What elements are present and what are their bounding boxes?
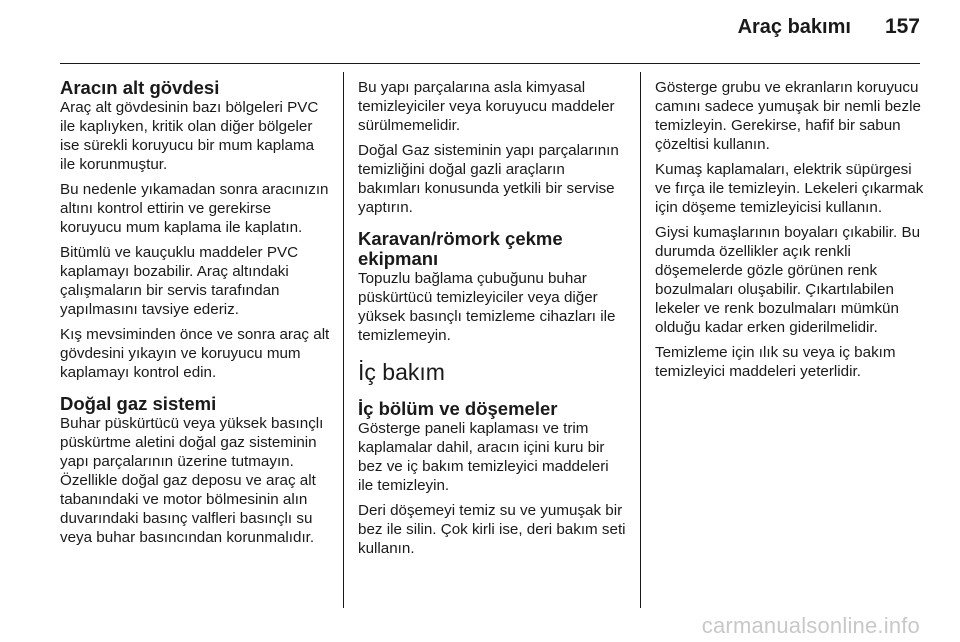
page-number: 157: [884, 15, 920, 38]
column-divider-2: [640, 72, 641, 608]
column-3: [655, 78, 925, 387]
paragraph: Deri döşemeyi temiz su ve yumuşak bir bez ile silin. Çok kirli ise, deri bakım seti kullanın.: [358, 502, 626, 557]
paragraph: Buhar püskürtücü veya yüksek basınçlı püskürtme aletini doğal gaz sisteminin yapı parçalarının üzerine tutmayın. Özellikle doğal gaz deposu ve araç alt tabanındaki ve motor bölmesinin alın duvarındaki basınç valfleri basınçlı su veya buhar basıncından korunmalıdır.: [60, 415, 324, 546]
paragraph: Topuzlu bağlama çubuğunu buhar püskürtücü temizleyiciler veya diğer yüksek basınçlı temizleme cihazları ile temizlemeyin.: [358, 270, 616, 344]
paragraph: Bu yapı parçalarına asla kimyasal temizleyiciler veya koruyucu maddeler sürülmemelidir.: [358, 79, 615, 134]
paragraph: Doğal Gaz sisteminin yapı parçalarının temizliğini doğal gazli araçların bakımları konusunda yetkili bir servise yaptırın.: [358, 142, 619, 216]
paragraph: Araç alt gövdesinin bazı bölgeleri PVC ile kaplıyken, kritik olan diğer bölgeler ise sürekli koruyucu bir mum kaplama ile korunmuştur.: [60, 99, 319, 173]
heading-ic-bakim: İç bakım: [358, 359, 445, 385]
paragraph: Bitümlü ve kauçuklu maddeler PVC kaplamayı bozabilir. Araç altındaki çalışmaların bir servis tarafından yapılmasını tavsiye ederiz.: [60, 244, 299, 318]
column-divider-1: [343, 72, 344, 608]
heading-alt-govde: Aracın alt gövdesi: [60, 77, 220, 98]
paragraph: Kumaş kaplamaları, elektrik süpürgesi ve fırça ile temizleyin. Lekeleri çıkarmak için döşeme temizleyicisi kullanın.: [655, 161, 924, 216]
watermark: carmanualsonline.info: [701, 613, 920, 638]
heading-ic-bolum: İç bölüm ve döşemeler: [358, 398, 558, 419]
paragraph: Bu nedenle yıkamadan sonra aracınızın altını kontrol ettirin ve gerekirse koruyucu mum kaplama ile kaplatın.: [60, 181, 329, 236]
header-rule: [60, 63, 920, 64]
column-2: [358, 78, 626, 564]
heading-karavan: Karavan/römork çekme ekipmanı: [358, 228, 563, 269]
paragraph: Gösterge grubu ve ekranların koruyucu camını sadece yumuşak bir nemli bezle temizleyin. Gerekirse, hafif bir sabun çözeltisi kullanın.: [655, 79, 921, 153]
column-1: [60, 78, 330, 553]
section-title: Araç bakımı: [737, 15, 851, 38]
paragraph: Temizleme için ılık su veya iç bakım temizleyici maddeleri yeterlidir.: [655, 344, 896, 380]
page-header: [60, 10, 920, 44]
paragraph: Kış mevsiminden önce ve sonra araç alt gövdesini yıkayın ve koruyucu mum kaplamayı kontrol edin.: [60, 326, 330, 381]
paragraph: Gösterge paneli kaplaması ve trim kaplamalar dahil, aracın içini kuru bir bez ve iç bakım temizleyici maddeleri ile temizleyin.: [358, 420, 609, 494]
paragraph: Giysi kumaşlarının boyaları çıkabilir. Bu durumda özellikler açık renkli döşemelerde gözle görünen renk bozulmaları oluşabilir. Çıkartılabilen lekeler ve renk bozulmaları mümkün olduğu kadar erken giderilmelidir.: [655, 224, 921, 336]
heading-dogal-gaz: Doğal gaz sistemi: [60, 393, 217, 414]
